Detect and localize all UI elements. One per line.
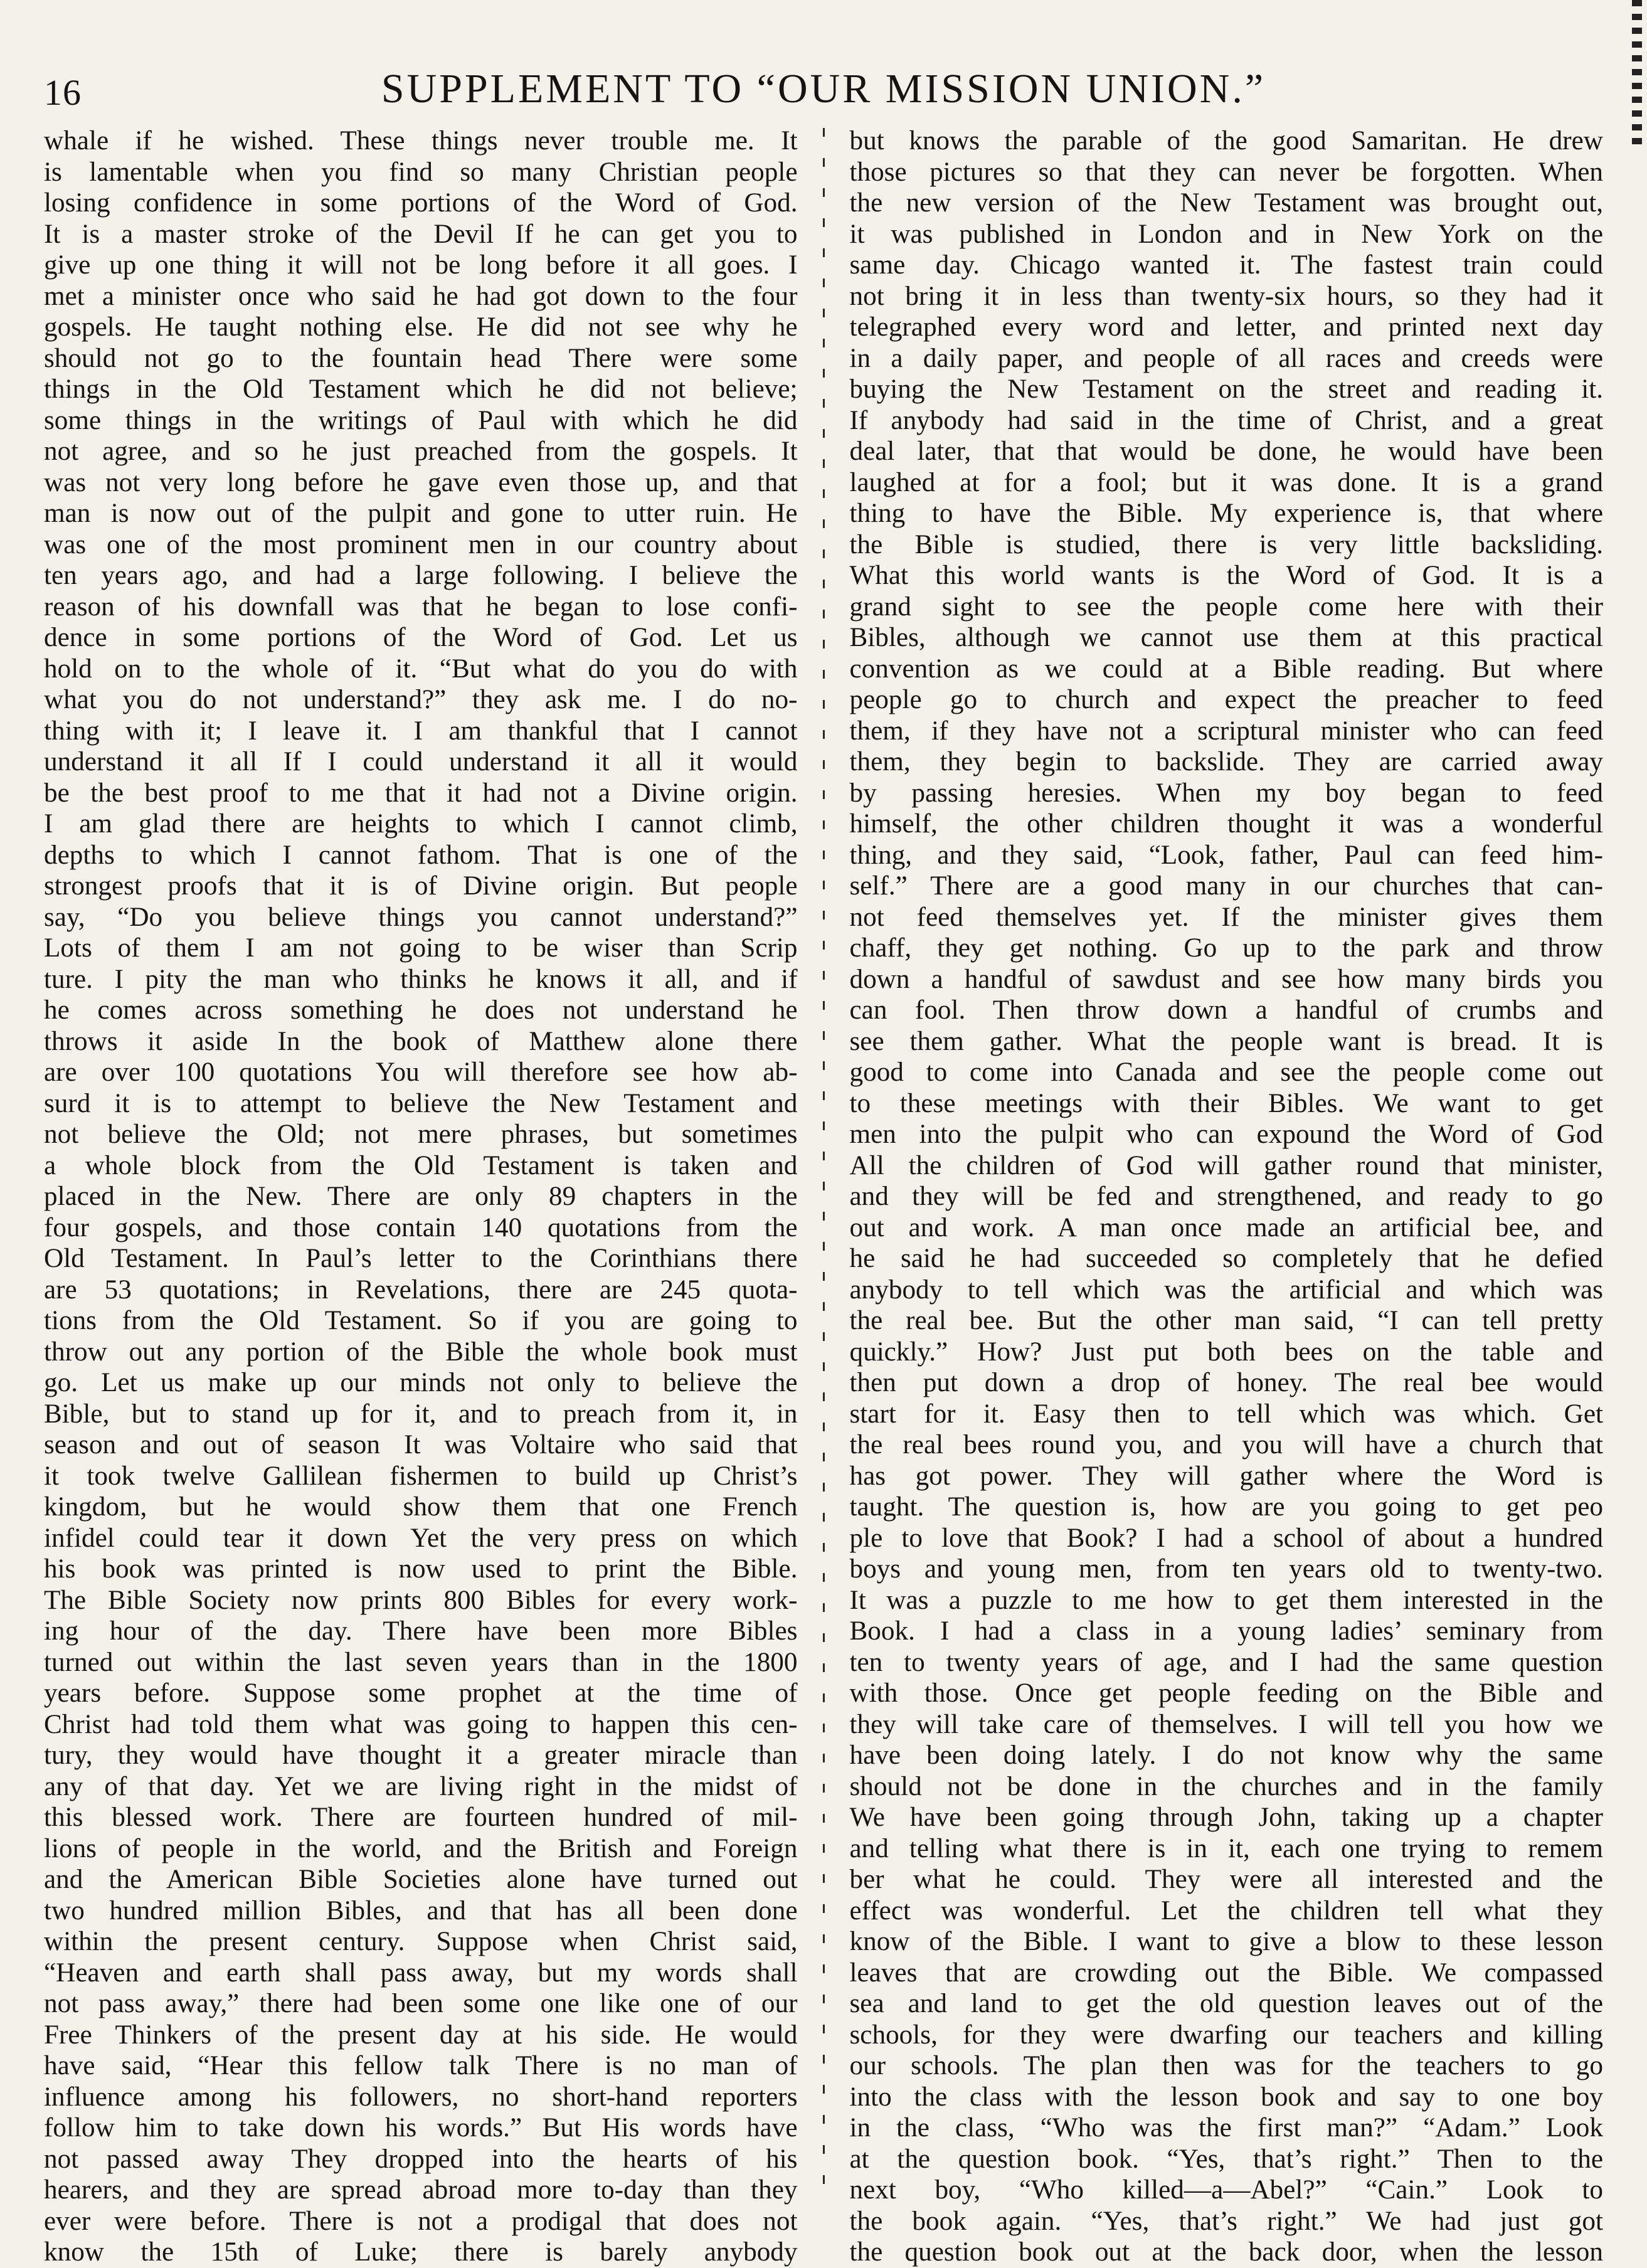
text-line: this blessed work. There are fourteen hundred of mil- (44, 1803, 798, 1832)
text-line: gospels. He taught nothing else. He did not see why he (44, 312, 798, 342)
text-line: they will take care of themselves. I will tell you how we (849, 1709, 1603, 1739)
text-line: it was published in London and in New York on the (849, 219, 1603, 249)
text-line: infidel could tear it down Yet the very press on which (44, 1523, 798, 1553)
text-line: season and out of season It was Voltaire who said that (44, 1430, 798, 1460)
text-line: All the children of God will gather round that minister, (849, 1150, 1603, 1180)
text-line: reason of his downfall was that he began to lose confi- (44, 591, 798, 622)
text-line: with those. Once get people feeding on the Bible and (849, 1678, 1603, 1708)
text-line: at the question book. “Yes, that’s right.” Then to the (849, 2144, 1603, 2174)
text-line: them, if they have not a scriptural minister who can feed (849, 716, 1603, 746)
text-line: anybody to tell which was the artificial and which was (849, 1274, 1603, 1305)
text-line: start for it. Easy then to tell which was which. Get (849, 1399, 1603, 1429)
text-line: has got power. They will gather where the Word is (849, 1461, 1603, 1491)
text-line: know of the Bible. I want to give a blow to these lesson (849, 1927, 1603, 1956)
text-line: by passing heresies. When my boy began to feed (849, 778, 1603, 808)
text-line: chaff, they get nothing. Go up to the park and throw (849, 933, 1603, 963)
text-line: say, “Do you believe things you cannot understand?” (44, 902, 798, 932)
text-line: not bring it in less than twenty-six hours, so they had it (849, 281, 1603, 311)
text-line: kingdom, but he would show them that one French (44, 1492, 798, 1522)
text-line: know the 15th of Luke; there is barely anybody (44, 2237, 798, 2267)
text-line: man is now out of the pulpit and gone to utter ruin. He (44, 499, 798, 528)
text-line: thing to have the Bible. My experience is, that where (849, 499, 1603, 528)
text-line: was not very long before he gave even those up, and that (44, 467, 798, 497)
text-line: go. Let us make up our minds not only to believe the (44, 1368, 798, 1397)
text-line: dence in some portions of the Word of God. Let us (44, 623, 798, 652)
text-line: hold on to the whole of it. “But what do you do with (44, 654, 798, 684)
text-line: then put down a drop of honey. The real bee would (849, 1368, 1603, 1397)
text-line: ber what he could. They were all interested and the (849, 1865, 1603, 1894)
text-line: any of that day. Yet we are living right in the midst of (44, 1771, 798, 1801)
text-line: and they will be fed and strengthened, and ready to go (849, 1182, 1603, 1211)
text-line: out and work. A man once made an artificial bee, and (849, 1212, 1603, 1243)
text-line: are over 100 quotations You will therefore see how ab- (44, 1057, 798, 1087)
text-line: four gospels, and those contain 140 quotations from the (44, 1212, 798, 1243)
text-line: is lamentable when you find so many Christian people (44, 157, 798, 187)
text-line: should not go to the fountain head There were some (44, 343, 798, 373)
text-line: self.” There are a good many in our churches that can- (849, 871, 1603, 901)
text-line: quickly.” How? Just put both bees on the table and (849, 1337, 1603, 1367)
text-line: ten years ago, and had a large following. I believe the (44, 561, 798, 590)
text-line: and the American Bible Societies alone have turned out (44, 1865, 798, 1894)
text-line: ple to love that Book? I had a school of about a hundred (849, 1523, 1603, 1553)
text-line: the question book out at the back door, when the lesson (849, 2237, 1603, 2267)
text-line: what you do not understand?” they ask me. I do no- (44, 685, 798, 714)
right-column (849, 125, 1604, 2267)
page-header (44, 53, 1603, 113)
text-line: the real bee. But the other man said, “I can tell pretty (849, 1306, 1603, 1335)
text-line: years before. Suppose some prophet at the time of (44, 1678, 798, 1708)
text-line: give up one thing it will not be long before it all goes. I (44, 250, 798, 280)
text-line: tions from the Old Testament. So if you are going to (44, 1306, 798, 1335)
text-line: not feed themselves yet. If the minister gives them (849, 902, 1603, 932)
text-line: thing, and they said, “Look, father, Paul can feed him- (849, 840, 1603, 870)
text-line: see them gather. What the people want is bread. It is (849, 1026, 1603, 1056)
running-title: SUPPLEMENT TO “OUR MISSION UNION.” (381, 66, 1266, 112)
text-line: are 53 quotations; in Revelations, there are 245 quota- (44, 1274, 798, 1305)
text-line: same day. Chicago wanted it. The fastest train could (849, 250, 1603, 280)
text-line: men into the pulpit who can expound the Word of God (849, 1120, 1603, 1149)
text-line: within the present century. Suppose when Christ said, (44, 1927, 798, 1956)
text-line: but knows the parable of the good Samaritan. He drew (849, 126, 1603, 156)
text-line: Christ had told them what was going to happen this cen- (44, 1709, 798, 1739)
text-line: leaves that are crowding out the Bible. We compassed (849, 1958, 1603, 1988)
text-line: The Bible Society now prints 800 Bibles for every work- (44, 1585, 798, 1615)
margin-ornament (1632, 0, 1642, 144)
text-line: was one of the most prominent men in our country about (44, 529, 798, 559)
text-line: Free Thinkers of the present day at his side. He would (44, 2020, 798, 2050)
text-line: influence among his followers, no short-hand reporters (44, 2082, 798, 2112)
text-line: them, they begin to backslide. They are carried away (849, 747, 1603, 776)
text-line: be the best proof to me that it had not a Divine origin. (44, 778, 798, 808)
text-line: whale if he wished. These things never trouble me. It (44, 126, 798, 156)
text-line: throws it aside In the book of Matthew alone there (44, 1026, 798, 1056)
text-line: have been doing lately. I do not know why the same (849, 1741, 1603, 1770)
text-line: Bibles, although we cannot use them at this practical (849, 623, 1603, 652)
text-line: “Heaven and earth shall pass away, but my words shall (44, 1958, 798, 1988)
text-line: those pictures so that they can never be forgotten. When (849, 157, 1603, 187)
text-line: ten to twenty years of age, and I had the same question (849, 1647, 1603, 1677)
text-line: his book was printed is now used to print the Bible. (44, 1554, 798, 1584)
text-line: Bible, but to stand up for it, and to preach from it, in (44, 1399, 798, 1429)
text-line: next boy, “Who killed—a—Abel?” “Cain.” Look to (849, 2175, 1603, 2205)
text-line: people go to church and expect the preacher to feed (849, 685, 1603, 714)
text-line: met a minister once who said he had got down to the four (44, 281, 798, 311)
text-line: tury, they would have thought it a greater miracle than (44, 1741, 798, 1770)
text-line: sea and land to get the old question leaves out of the (849, 1989, 1603, 2018)
text-line: to these meetings with their Bibles. We want to get (849, 1088, 1603, 1118)
text-line: the book again. “Yes, that’s right.” We had just got (849, 2206, 1603, 2236)
text-line: losing confidence in some portions of the Word of God. (44, 188, 798, 218)
text-line: down a handful of sawdust and see how many birds you (849, 964, 1603, 994)
text-line: he said he had succeeded so completely that he defied (849, 1244, 1603, 1273)
text-line: hearers, and they are spread abroad more to-day than they (44, 2175, 798, 2205)
text-line: the new version of the New Testament was brought out, (849, 188, 1603, 218)
text-line: our schools. The plan then was for the teachers to go (849, 2051, 1603, 2080)
text-line: he comes across something he does not understand he (44, 995, 798, 1025)
text-line: understand it all If I could understand it all it would (44, 747, 798, 776)
text-line: placed in the New. There are only 89 chapters in the (44, 1182, 798, 1211)
text-line: a whole block from the Old Testament is taken and (44, 1150, 798, 1180)
page-number: 16 (44, 72, 82, 113)
text-line: thing with it; I leave it. I am thankful that I cannot (44, 716, 798, 746)
text-line: surd it is to attempt to believe the New Testament and (44, 1088, 798, 1118)
text-line: the real bees round you, and you will have a church that (849, 1430, 1603, 1460)
text-line: not pass away,” there had been some one like one of our (44, 1989, 798, 2018)
text-line: telegraphed every word and letter, and printed next day (849, 312, 1603, 342)
text-line: not passed away They dropped into the hearts of his (44, 2144, 798, 2174)
text-line: convention as we could at a Bible reading. But where (849, 654, 1603, 684)
text-line: deal later, that that would be done, he would have been (849, 437, 1603, 466)
text-line: should not be done in the churches and in the family (849, 1771, 1603, 1801)
text-line: depths to which I cannot fathom. That is one of the (44, 840, 798, 870)
text-line: in the class, “Who was the first man?” “Adam.” Look (849, 2113, 1603, 2143)
text-line: have said, “Hear this fellow talk There is no man of (44, 2051, 798, 2080)
text-line: ever were before. There is not a prodigal that does not (44, 2206, 798, 2236)
text-line: It is a master stroke of the Devil If he can get you to (44, 219, 798, 249)
text-line: things in the Old Testament which he did not believe; (44, 374, 798, 404)
text-line: throw out any portion of the Bible the whole book must (44, 1337, 798, 1367)
text-line: lions of people in the world, and the British and Foreign (44, 1833, 798, 1863)
text-line: some things in the writings of Paul with which he did (44, 405, 798, 435)
text-line: buying the New Testament on the street and reading it. (849, 374, 1603, 404)
text-line: boys and young men, from ten years old to twenty-two. (849, 1554, 1603, 1584)
text-line: effect was wonderful. Let the children tell what they (849, 1895, 1603, 1926)
column-divider (823, 128, 825, 2189)
text-line: and telling what there is in it, each one trying to remem (849, 1833, 1603, 1863)
text-line: ture. I pity the man who thinks he knows it all, and if (44, 964, 798, 994)
left-column (44, 125, 798, 2267)
text-line: not believe the Old; not mere phrases, but sometimes (44, 1120, 798, 1149)
text-line: laughed at for a fool; but it was done. It is a grand (849, 467, 1603, 497)
text-line: follow him to take down his words.” But His words have (44, 2113, 798, 2143)
text-line: two hundred million Bibles, and that has all been done (44, 1895, 798, 1926)
text-line: taught. The question is, how are you going to get peo (849, 1492, 1603, 1522)
text-line: It was a puzzle to me how to get them interested in the (849, 1585, 1603, 1615)
text-line: into the class with the lesson book and say to one boy (849, 2082, 1603, 2112)
text-line: If anybody had said in the time of Christ, and a great (849, 405, 1603, 435)
text-line: can fool. Then throw down a handful of crumbs and (849, 995, 1603, 1025)
text-line: Book. I had a class in a young ladies’ seminary from (849, 1616, 1603, 1646)
text-line: We have been going through John, taking up a chapter (849, 1803, 1603, 1832)
text-line: the Bible is studied, there is very little backsliding. (849, 529, 1603, 559)
article-columns (44, 125, 1603, 2267)
text-line: I am glad there are heights to which I cannot climb, (44, 809, 798, 839)
text-line: turned out within the last seven years than in the 1800 (44, 1647, 798, 1677)
text-line: schools, for they were dwarfing our teachers and killing (849, 2020, 1603, 2050)
text-line: Lots of them I am not going to be wiser than Scrip (44, 933, 798, 963)
text-line: himself, the other children thought it was a wonderful (849, 809, 1603, 839)
text-line: What this world wants is the Word of God. It is a (849, 561, 1603, 590)
text-line: good to come into Canada and see the people come out (849, 1057, 1603, 1087)
text-line: grand sight to see the people come here with their (849, 591, 1603, 622)
text-line: ing hour of the day. There have been more Bibles (44, 1616, 798, 1646)
text-line: not agree, and so he just preached from the gospels. It (44, 437, 798, 466)
text-line: strongest proofs that it is of Divine origin. But people (44, 871, 798, 901)
text-line: Old Testament. In Paul’s letter to the Corinthians there (44, 1244, 798, 1273)
text-line: in a daily paper, and people of all races and creeds were (849, 343, 1603, 373)
text-line: it took twelve Gallilean fishermen to build up Christ’s (44, 1461, 798, 1491)
